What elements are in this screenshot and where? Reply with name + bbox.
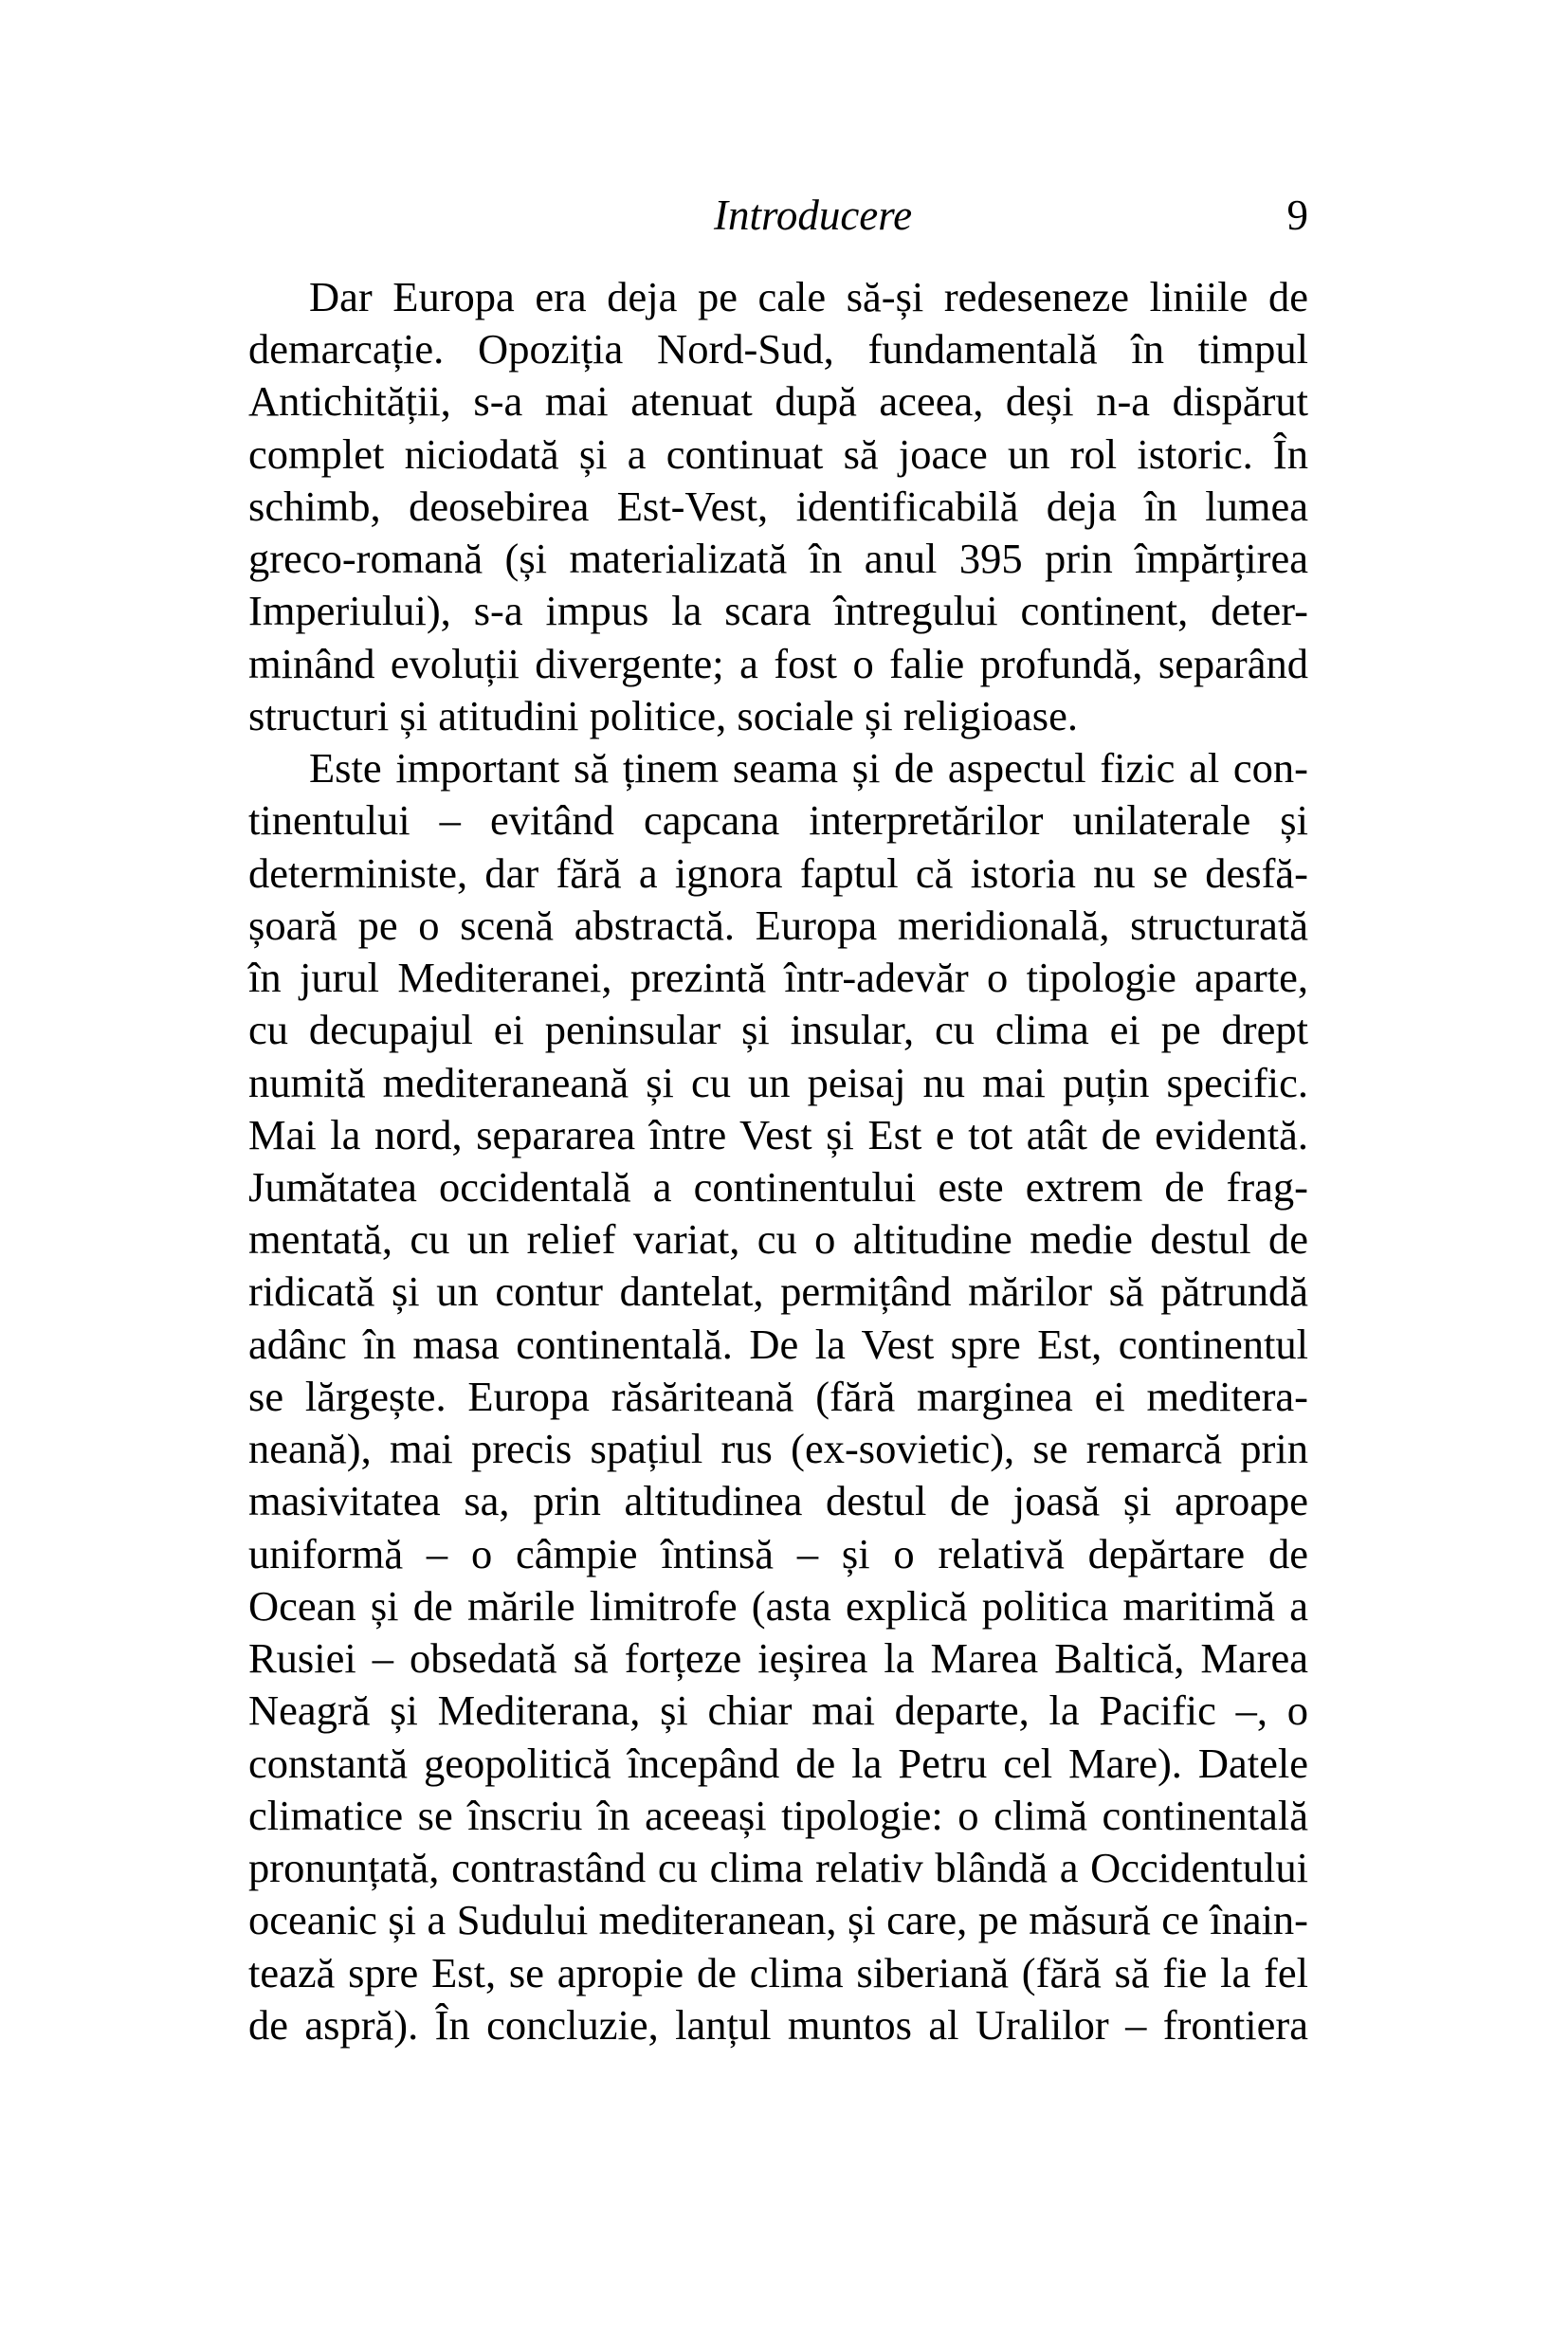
text-line: complet niciodată și a continuat să joace un rol istoric. În: [248, 429, 1308, 478]
body-text: [248, 271, 1308, 2051]
text-line: schimb, deosebirea Est-Vest, identificabilă deja în lumea: [248, 482, 1308, 530]
text-line: Jumătatea occidentală a continentului este extrem de frag-: [248, 1162, 1308, 1211]
text-line: Antichității, s-a mai atenuat după aceea, deși n-a dispărut: [248, 377, 1308, 426]
text-line: structuri și atitudini politice, sociale și religioase.: [248, 691, 1078, 739]
text-line: neană), mai precis spațiul rus (ex-sovietic), se remarcă prin: [248, 1425, 1308, 1473]
text-line: adânc în masa continentală. De la Vest spre Est, continentul: [248, 1320, 1308, 1368]
text-line: Rusiei – obsedată să forțeze ieșirea la Marea Baltică, Marea: [248, 1634, 1308, 1683]
text-line: Ocean și de mările limitrofe (asta explică politica maritimă a: [248, 1581, 1308, 1630]
text-line: pronunțată, contrastând cu clima relativ blândă a Occidentului: [248, 1844, 1308, 1892]
text-line: climatice se înscriu în aceeași tipologie: o climă continentală: [248, 1791, 1308, 1839]
page-number: 9: [1286, 191, 1308, 239]
text-line: cu decupajul ei peninsular și insular, cu clima ei pe drept: [248, 1006, 1308, 1054]
text-line: ridicată și un contur dantelat, permițând mărilor să pătrundă: [248, 1267, 1308, 1316]
text-line: constantă geopolitică începând de la Petru cel Mare). Datele: [248, 1739, 1308, 1787]
text-line: tinentului – evitând capcana interpretărilor unilaterale și: [248, 796, 1308, 845]
text-line: minând evoluții divergente; a fost o falie profundă, separând: [248, 639, 1308, 687]
text-line: de aspră). În concluzie, lanțul muntos al Uralilor – frontiera: [248, 2000, 1308, 2049]
text-line: în jurul Mediteranei, prezintă într-adevăr o tipologie aparte,: [248, 954, 1308, 1002]
running-head-title: Introducere: [714, 191, 913, 239]
paragraph-first-line: Dar Europa era deja pe cale să-și redeseneze liniile de: [309, 273, 1308, 320]
text-line: deterministe, dar fără a ignora faptul că istoria nu se desfă-: [248, 848, 1308, 897]
text-line: Imperiului), s-a impus la scara întregului continent, deter-: [248, 587, 1308, 635]
paragraph-first-line: Este important să ținem seama și de aspectul fizic al con-: [309, 744, 1308, 793]
text-line: uniformă – o câmpie întinsă – și o relativă depărtare de: [248, 1529, 1308, 1577]
text-line: masivitatea sa, prin altitudinea destul de joasă și aproape: [248, 1477, 1308, 1525]
text-line: demarcație. Opoziția Nord-Sud, fundamentală în timpul: [248, 325, 1308, 374]
text-line: mentată, cu un relief variat, cu o altitudine medie destul de: [248, 1215, 1308, 1264]
text-line: Mai la nord, separarea între Vest și Est e tot atât de evidentă.: [248, 1110, 1308, 1158]
text-line: oceanic și a Sudului mediteranean, și care, pe măsură ce înain-: [248, 1896, 1308, 1944]
text-line: se lărgește. Europa răsăriteană (fără marginea ei meditera-: [248, 1372, 1308, 1420]
text-line: șoară pe o scenă abstractă. Europa meridională, structurată: [248, 901, 1308, 949]
text-line: numită mediteraneană și cu un peisaj nu mai puțin specific.: [248, 1058, 1308, 1106]
text-line: greco-romană (și materializată în anul 395 prin împărțirea: [248, 535, 1308, 583]
text-line: tează spre Est, se apropie de clima siberiană (fără să fie la fel: [248, 1948, 1308, 1996]
text-line: Neagră și Mediterana, și chiar mai departe, la Pacific –, o: [248, 1686, 1308, 1735]
